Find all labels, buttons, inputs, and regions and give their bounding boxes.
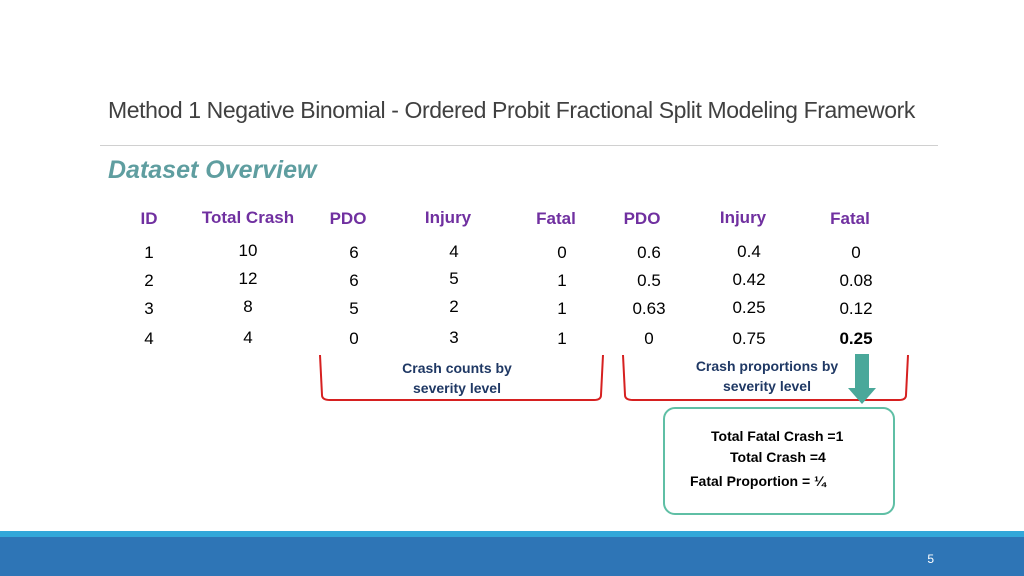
- counts-caption: [402, 358, 512, 398]
- table-cell: 2: [144, 271, 154, 290]
- table-cell: 5: [449, 269, 459, 288]
- header-total-crash: Total Crash: [201, 208, 295, 227]
- table-cell: 2: [449, 297, 459, 316]
- slide-title: Method 1 Negative Binomial - Ordered Probit Fractional Split Modeling Framework: [108, 97, 915, 123]
- header-injury-count: Injury: [424, 208, 472, 227]
- table-cell: 12: [238, 269, 258, 288]
- proportions-caption-line1: Crash proportions by: [695, 358, 839, 374]
- table-cell: 6: [349, 243, 359, 262]
- table-cell: 0.6: [637, 243, 661, 262]
- table-cell: 6: [349, 271, 359, 290]
- table-cell: 0.08: [839, 271, 873, 290]
- total-fatal-crash-text: Total Fatal Crash =1: [711, 428, 844, 444]
- table-cell: 0.25: [732, 298, 766, 317]
- counts-caption-line1: Crash counts by: [402, 360, 512, 376]
- proportions-caption-line2: severity level: [723, 378, 811, 394]
- table-cell: 0: [349, 329, 359, 348]
- table-cell: 1: [557, 271, 567, 290]
- table-cell: 0.4: [737, 242, 761, 261]
- header-injury-proportion: Injury: [719, 208, 767, 227]
- down-arrow-icon: [848, 354, 876, 404]
- page-number: 5: [927, 552, 934, 566]
- table-cell: 1: [557, 329, 567, 348]
- section-subtitle: Dataset Overview: [108, 156, 317, 184]
- total-crash-text: Total Crash =4: [730, 449, 826, 465]
- table-cell: 0: [851, 243, 861, 262]
- table-cell: 5: [349, 299, 359, 318]
- proportions-caption: [696, 356, 838, 396]
- highlighted-fatal-proportion: 0.25: [839, 329, 873, 348]
- header-fatal-proportion: Fatal: [830, 209, 870, 228]
- table-cell: 0: [557, 243, 567, 262]
- fatal-proportion-text: Fatal Proportion = ¼: [690, 473, 826, 489]
- table-cell: 0.75: [732, 329, 766, 348]
- header-id: ID: [140, 209, 158, 228]
- table-cell: 0.63: [632, 299, 666, 318]
- table-cell: 3: [449, 328, 459, 347]
- table-cell: 8: [243, 297, 253, 316]
- footer-bar: [0, 537, 1024, 576]
- header-pdo-proportion: PDO: [623, 209, 661, 228]
- table-cell: 4: [449, 242, 459, 261]
- table-cell: 0.12: [839, 299, 873, 318]
- table-cell: 4: [243, 328, 253, 347]
- table-cell: 0.5: [637, 271, 661, 290]
- counts-caption-line2: severity level: [413, 380, 501, 396]
- table-cell: 1: [557, 299, 567, 318]
- table-cell: 1: [144, 243, 154, 262]
- table-cell: 4: [144, 329, 154, 348]
- table-cell: 3: [144, 299, 154, 318]
- table-cell: 0: [644, 329, 654, 348]
- table-cell: 0.42: [732, 270, 766, 289]
- header-fatal-count: Fatal: [536, 209, 576, 228]
- header-pdo-count: PDO: [329, 209, 367, 228]
- table-cell: 10: [238, 241, 258, 260]
